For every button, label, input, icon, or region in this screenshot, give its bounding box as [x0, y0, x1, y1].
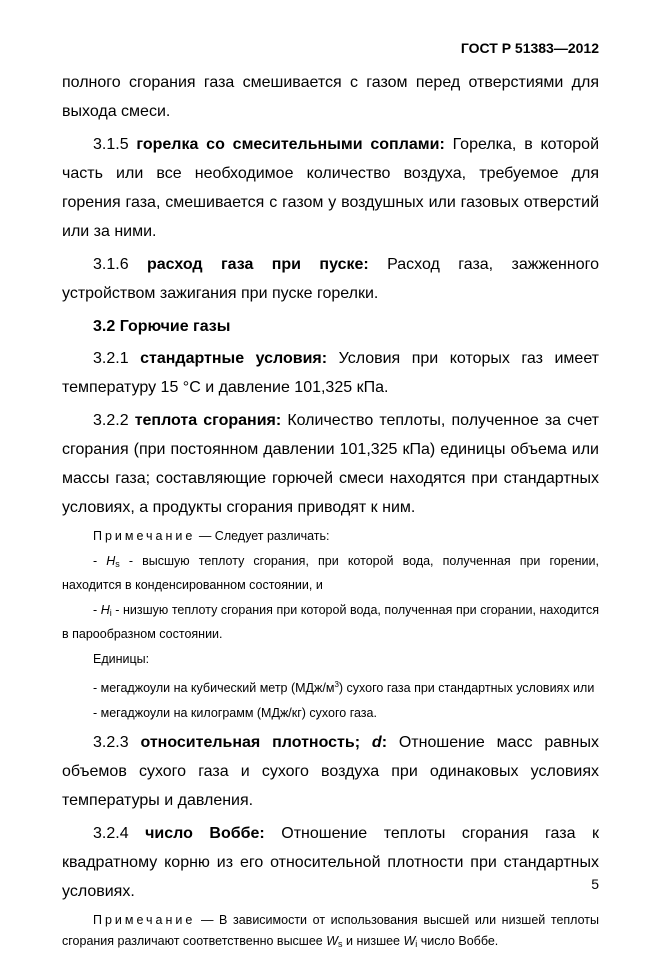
symbol-d: d	[371, 734, 382, 751]
paragraph-3-1-5	[62, 130, 599, 246]
subscript-s: s	[338, 939, 343, 949]
document-body	[62, 68, 599, 959]
subscript-i: i	[109, 608, 112, 618]
note-label: Примечание	[93, 913, 196, 927]
symbol-w: W	[403, 934, 416, 948]
clause-number: 3.2.2	[93, 412, 135, 429]
note-text: — Следует различать:	[195, 529, 330, 543]
paragraph-3-2-3	[62, 728, 599, 815]
clause-number: 3.1.6	[93, 256, 147, 273]
clause-number: 3.2.4	[93, 825, 146, 842]
unit-item-1	[62, 674, 599, 699]
note-item-hi	[62, 600, 599, 645]
definition: Количество теплоты, полученное за счет сгорания (при постоянном давлении 101,325 кПа) единицы объема или массы газа; составляющие горючей смеси находятся при стандартных условиях, а продукты сгорания приводят к ним.	[62, 412, 600, 516]
term: расход газа при пуске:	[146, 256, 369, 273]
note-1	[62, 526, 599, 547]
clause-number: 3.2.1	[93, 350, 141, 367]
definition: Условия при которых газ имеет температуру 15 °С и давление 101,325 кПа.	[62, 350, 600, 396]
section-heading: 3.2 Горючие газы	[93, 318, 231, 335]
paragraph-3-2-4	[62, 819, 599, 906]
paragraph-3-2-2	[62, 406, 599, 522]
symbol-h: H	[106, 554, 116, 568]
term: горелка со смесительными соплами:	[136, 136, 445, 153]
paragraph-continuation: полного сгорания газа смешивается с газом перед отверстиями для выхода смеси.	[62, 74, 599, 120]
note-text: и низшее	[342, 934, 404, 948]
unit-tail: ) сухого газа при стандартных условиях или	[338, 681, 595, 695]
paragraph-3-2-1	[62, 344, 599, 402]
term: относительная плотность;	[140, 734, 372, 751]
unit-text: - мегаджоули на кубический метр (МДж/м	[93, 681, 335, 695]
clause-number: 3.2.3	[93, 734, 141, 751]
term: теплота сгорания:	[134, 412, 282, 429]
symbol-h: H	[100, 603, 110, 617]
term: число Воббе:	[145, 825, 265, 842]
definition: Горелка, в которой часть или все необходимое количество воздуха, требуемое для горения газа, смешивается с газом у воздушных или газовых отверстий или за ними.	[62, 136, 600, 240]
list-dash: -	[93, 554, 107, 568]
term-colon: :	[381, 734, 388, 751]
term: стандартные условия:	[140, 350, 328, 367]
note-item-text: - высшую теплоту сгорания, при которой вода, полученная при горении, находится в конденсированном состоянии, и	[62, 554, 599, 592]
symbol-w: W	[326, 934, 339, 948]
note-text: — В зависимости от использования высшей или низшей теплоты сгорания различают соответственно высшее	[62, 913, 599, 948]
subscript-s: s	[115, 559, 120, 569]
unit-item-2: - мегаджоули на килограмм (МДж/кг) сухого газа.	[93, 706, 377, 720]
note-text: число Воббе.	[417, 934, 499, 948]
page-number: 5	[591, 876, 599, 892]
document-header: ГОСТ Р 51383—2012	[460, 40, 599, 56]
superscript-3: 3	[334, 680, 339, 689]
units-label: Единицы:	[93, 652, 150, 666]
subscript-i: i	[415, 939, 418, 949]
note-item-hs	[62, 551, 599, 596]
note-label: Примечание	[93, 529, 196, 543]
list-dash: -	[93, 603, 101, 617]
note-item-text: - низшую теплоту сгорания при которой вода, полученная при сгорании, находится в парообразном состоянии.	[62, 603, 599, 641]
definition: Расход газа, зажженного устройством зажигания при пуске горелки.	[62, 256, 600, 302]
paragraph-3-1-6	[62, 250, 599, 308]
clause-number: 3.1.5	[93, 136, 137, 153]
note-2	[62, 910, 599, 955]
definition: Отношение масс равных объемов сухого газа и сухого воздуха при одинаковых условиях температуры и давления.	[62, 734, 600, 809]
definition: Отношение теплоты сгорания газа к квадратному корню из его относительной плотности при стандартных условиях.	[62, 825, 599, 900]
